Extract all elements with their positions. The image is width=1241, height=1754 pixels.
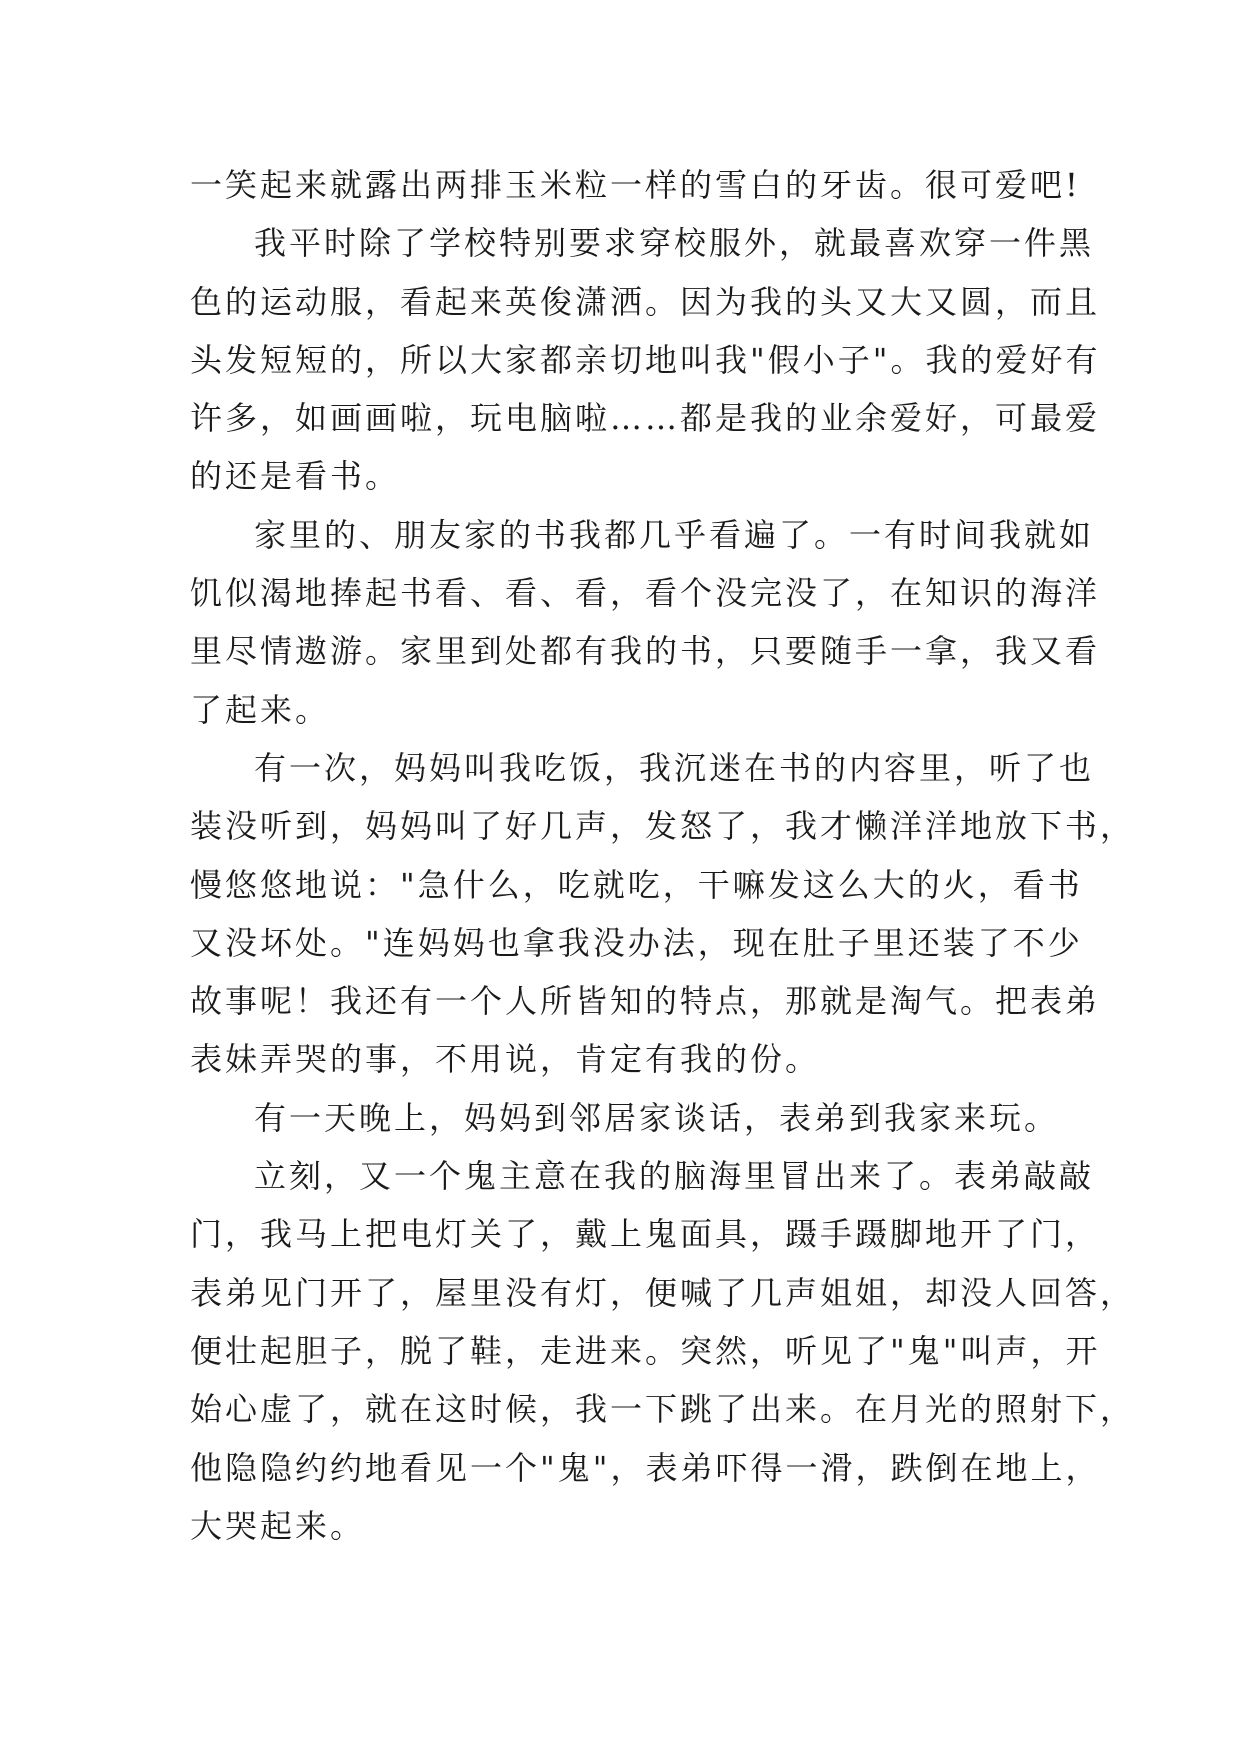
text-line: 饥似渴地捧起书看、看、看，看个没完没了，在知识的海洋	[190, 574, 1101, 613]
text-line: 立刻，又一个鬼主意在我的脑海里冒出来了。表弟敲敲	[254, 1157, 1095, 1196]
text-line: 里尽情遨游。家里到处都有我的书，只要随手一拿，我又看	[190, 632, 1101, 671]
text-line: 大哭起来。	[190, 1506, 366, 1545]
text-line: 门，我马上把电灯关了，戴上鬼面具，蹑手蹑脚地开了门，	[190, 1215, 1101, 1254]
text-line: 故事呢！我还有一个人所皆知的特点，那就是淘气。把表弟	[190, 982, 1101, 1021]
text-line: 家里的、朋友家的书我都几乎看遍了。一有时间我就如	[254, 515, 1095, 554]
text-line: 了起来。	[190, 690, 331, 729]
text-line: 有一次，妈妈叫我吃饭，我沉迷在书的内容里，听了也	[254, 748, 1095, 787]
text-line: 许多，如画画啦，玩电脑啦……都是我的业余爱好，可最爱	[190, 399, 1101, 438]
document-body	[190, 156, 1136, 1555]
text-line: 他隐隐约约地看见一个"鬼"，表弟吓得一滑，跌倒在地上，	[190, 1448, 1101, 1487]
text-line: 的还是看书。	[190, 457, 401, 496]
text-line: 色的运动服，看起来英俊潇洒。因为我的头又大又圆，而且	[190, 282, 1101, 321]
text-line: 我平时除了学校特别要求穿校服外，就最喜欢穿一件黑	[254, 224, 1095, 263]
text-line: 一笑起来就露出两排玉米粒一样的雪白的牙齿。很可爱吧!	[190, 166, 1081, 204]
text-line: 便壮起胆子，脱了鞋，走进来。突然，听见了"鬼"叫声，开	[190, 1331, 1101, 1370]
text-line: 表弟见门开了，屋里没有灯，便喊了几声姐姐，却没人回答，	[190, 1273, 1136, 1312]
text-line: 装没听到，妈妈叫了好几声，发怒了，我才懒洋洋地放下书，	[190, 807, 1136, 846]
text-line: 表妹弄哭的事，不用说，肯定有我的份。	[190, 1040, 821, 1079]
text-line: 头发短短的，所以大家都亲切地叫我"假小子"。我的爱好有	[190, 340, 1101, 379]
text-line: 有一天晚上，妈妈到邻居家谈话，表弟到我家来玩。	[254, 1098, 1060, 1137]
text-line: 又没坏处。"连妈妈也拿我没办法，现在肚子里还装了不少	[190, 923, 1083, 962]
text-line: 始心虚了，就在这时候，我一下跳了出来。在月光的照射下，	[190, 1390, 1136, 1429]
text-line: 慢悠悠地说："急什么，吃就吃，干嘛发这么大的火，看书	[190, 865, 1083, 904]
